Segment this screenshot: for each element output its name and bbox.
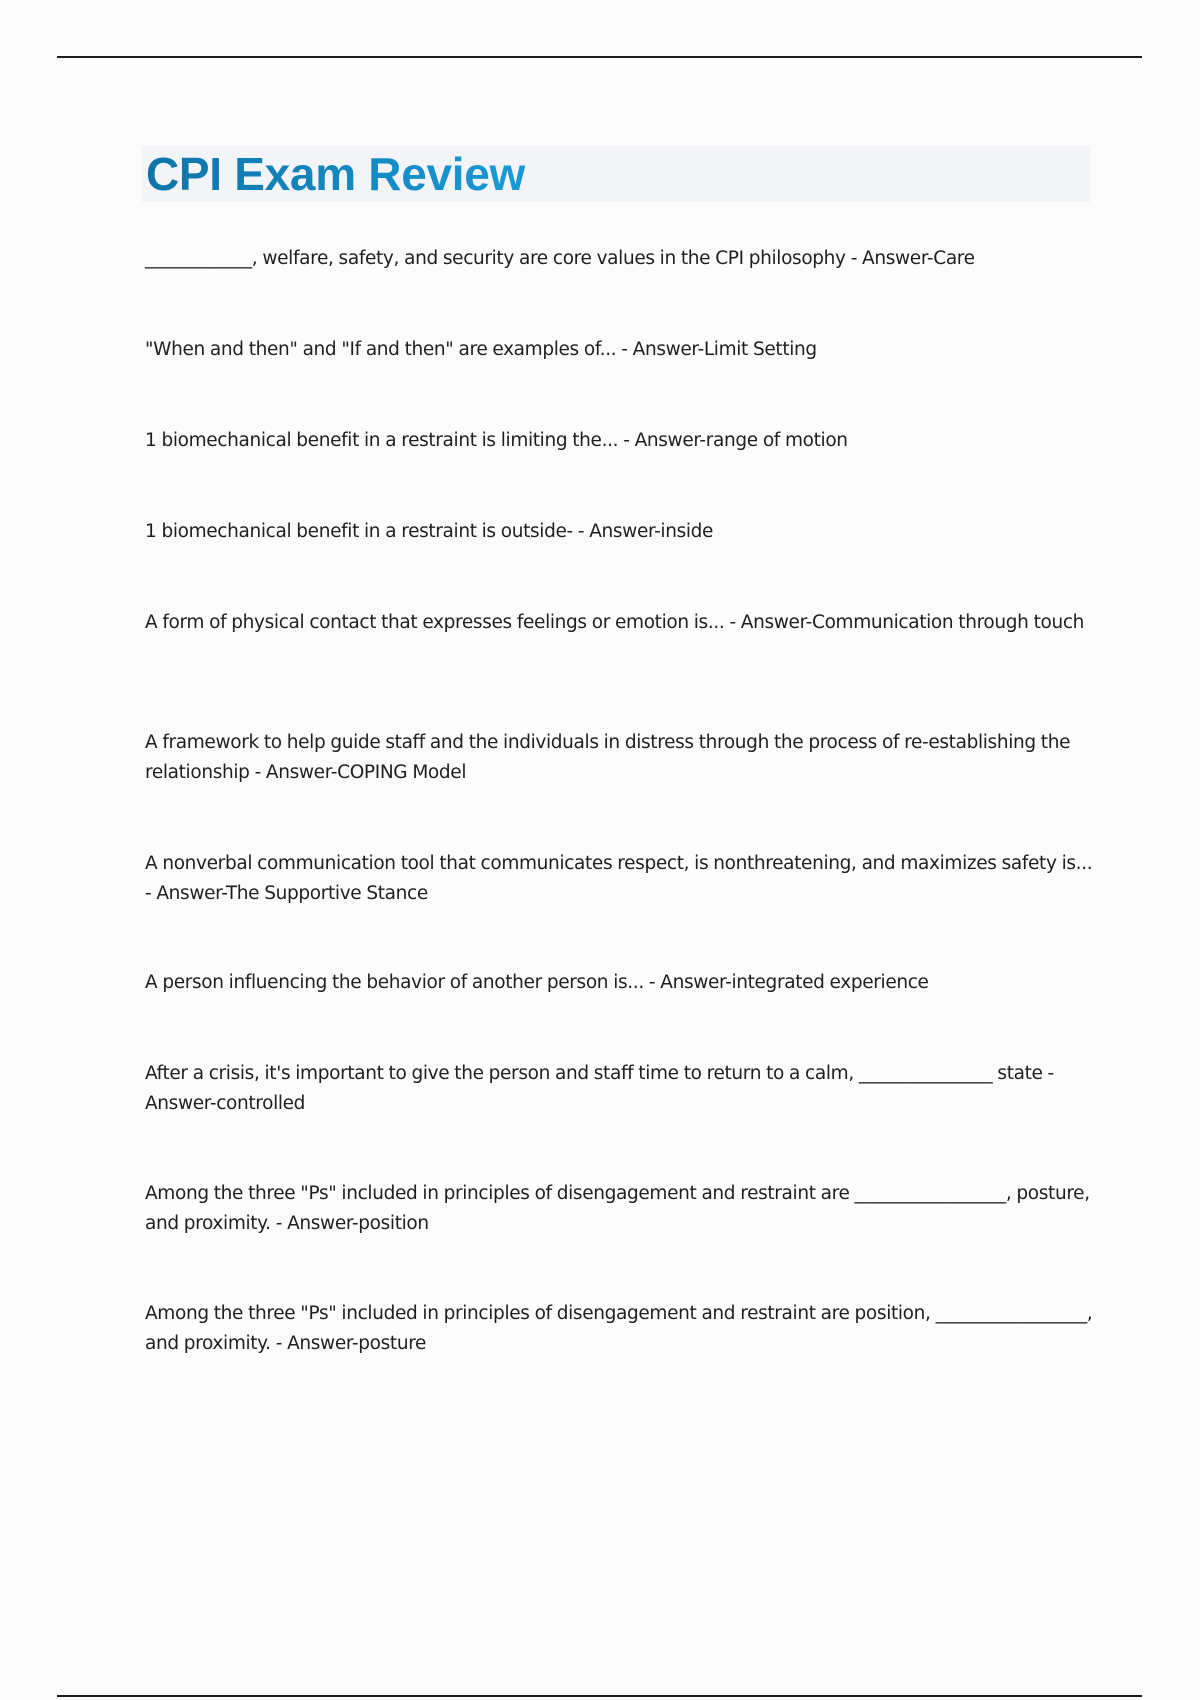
qa-item	[145, 728, 1093, 788]
qa-item	[145, 1299, 1093, 1359]
qa-separator: - Answer-	[724, 612, 812, 633]
qa-question: A framework to help guide staff and the individuals in distress through the process of re-establishing the relationship	[145, 732, 1071, 783]
qa-question: A person influencing the behavior of another person is...	[145, 972, 644, 993]
qa-question: 1 biomechanical benefit in a restraint is limiting the...	[145, 430, 619, 451]
qa-answer: controlled	[216, 1093, 306, 1114]
qa-answer: integrated experience	[731, 972, 929, 993]
qa-item	[145, 1179, 1093, 1239]
page-title: CPI Exam Review	[146, 148, 526, 200]
qa-item	[145, 849, 1093, 909]
qa-separator: - Answer-	[643, 972, 732, 993]
qa-separator: - Answer-	[145, 1063, 1054, 1114]
qa-answer: range of motion	[705, 430, 848, 451]
qa-answer: COPING Model	[337, 762, 467, 783]
qa-item	[145, 517, 1093, 547]
qa-item	[145, 1059, 1093, 1119]
qa-answer: Limit Setting	[703, 339, 817, 360]
qa-item	[145, 426, 1093, 456]
qa-separator: - Answer-	[618, 430, 706, 451]
qa-separator: - Answer-	[270, 1333, 359, 1354]
qa-answer: Communication through touch	[812, 612, 1085, 633]
top-rule	[57, 56, 1142, 58]
qa-question: "When and then" and "If and then" are examples of...	[145, 339, 617, 360]
qa-separator: - Answer-	[616, 339, 704, 360]
qa-separator: - Answer-	[270, 1213, 359, 1234]
qa-item	[145, 335, 1093, 365]
qa-answer: position	[358, 1213, 429, 1234]
qa-question: A nonverbal communication tool that communicates respect, is nonthreatening, and maximizes safety is...	[145, 853, 1093, 874]
qa-separator: - Answer-	[572, 521, 661, 542]
qa-item	[145, 608, 1093, 638]
qa-answer: inside	[660, 521, 714, 542]
qa-item	[145, 968, 1093, 998]
qa-answer: Care	[933, 248, 975, 269]
qa-question: ____________, welfare, safety, and security are core values in the CPI philosophy	[145, 248, 846, 269]
qa-separator: - Answer-	[145, 883, 226, 904]
qa-answer: The Supportive Stance	[225, 883, 428, 904]
qa-item	[145, 244, 1093, 274]
qa-separator: - Answer-	[845, 248, 934, 269]
qa-separator: - Answer-	[249, 762, 338, 783]
qa-answer: posture	[358, 1333, 427, 1354]
bottom-rule	[57, 1695, 1142, 1697]
qa-question: After a crisis, it's important to give the person and staff time to return to a calm, _______________ state	[145, 1063, 1043, 1084]
qa-question: 1 biomechanical benefit in a restraint is outside-	[145, 521, 573, 542]
qa-question: A form of physical contact that expresses feelings or emotion is...	[145, 612, 725, 633]
qa-question: Among the three "Ps" included in principles of disengagement and restraint are _________________, posture, and proximity.	[145, 1183, 1090, 1234]
qa-question: Among the three "Ps" included in principles of disengagement and restraint are position, _________________, and proximity.	[145, 1303, 1093, 1354]
